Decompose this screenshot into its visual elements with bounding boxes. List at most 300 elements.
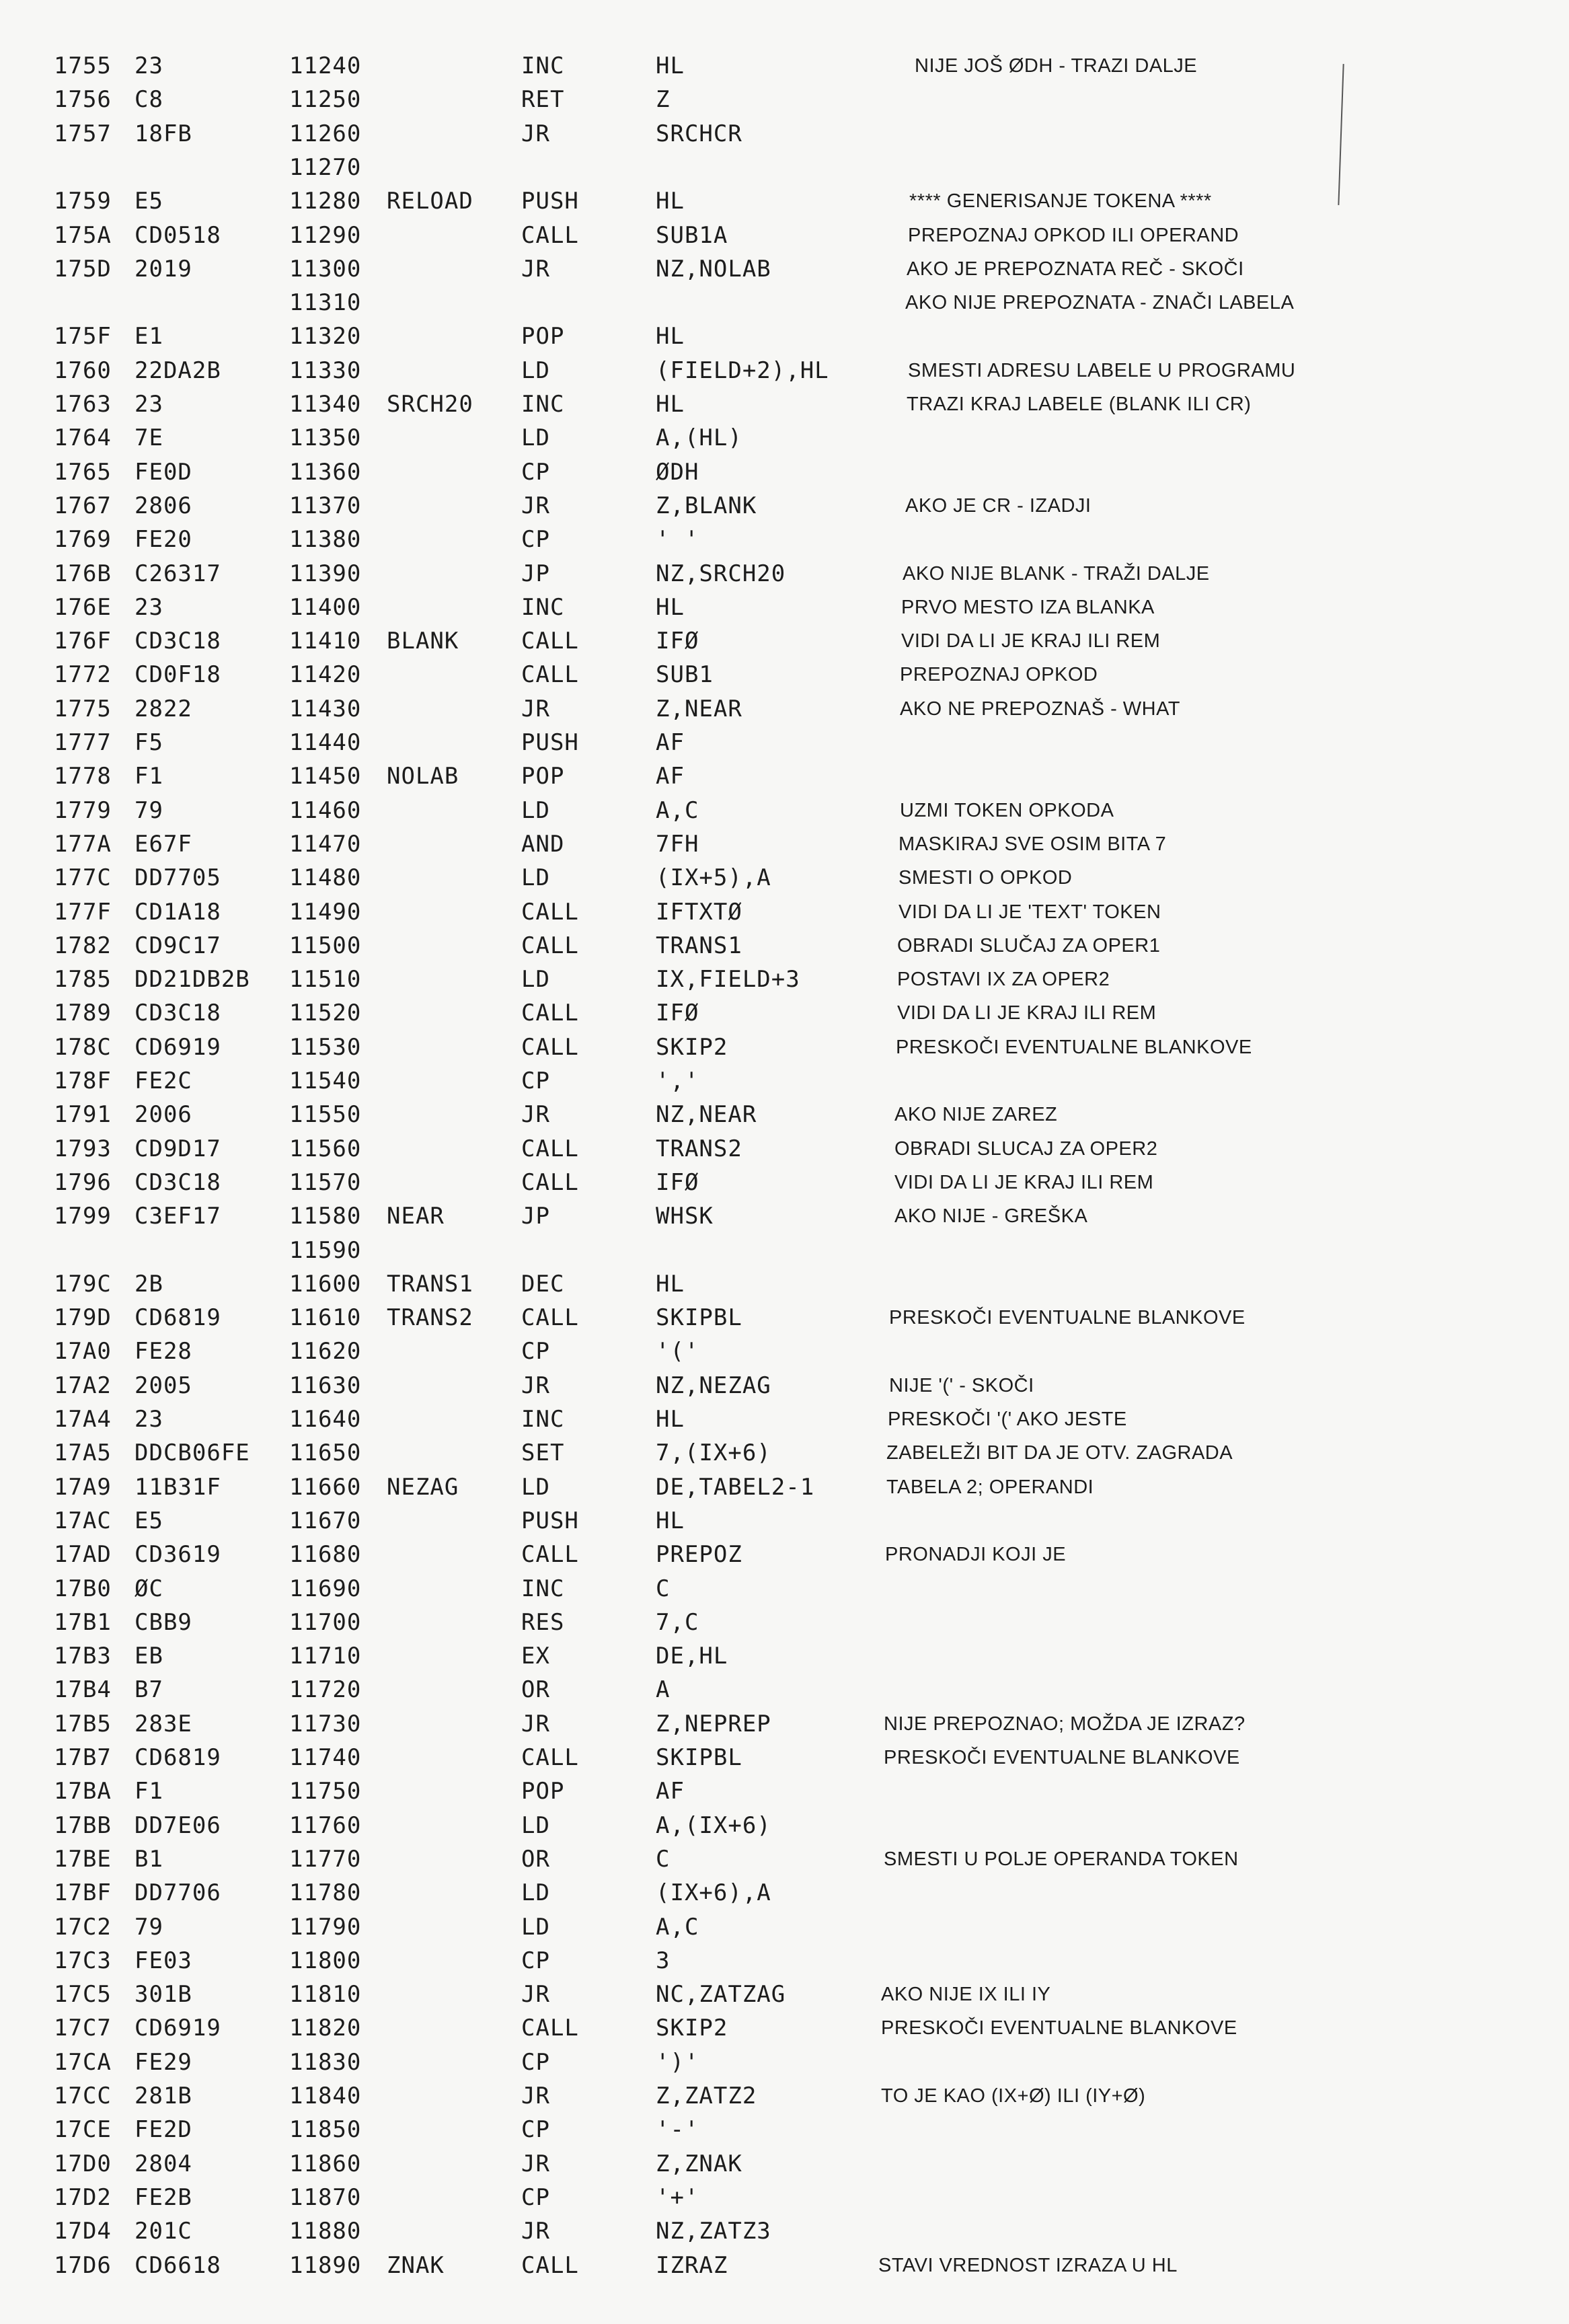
line-label: NEZAG	[387, 1473, 459, 1501]
line-arg: ØDH	[656, 458, 699, 486]
line-op: CALL	[521, 932, 579, 959]
line-op: CP	[521, 1947, 550, 1974]
line-addr: 17CA	[54, 2048, 112, 2076]
line-code: C3EF17	[135, 1203, 221, 1230]
line-addr: 178C	[54, 1033, 112, 1061]
line-code: 7E	[135, 424, 163, 452]
listing-line	[0, 1910, 1569, 1944]
line-op: JP	[521, 1203, 550, 1230]
line-label: NEAR	[387, 1203, 445, 1230]
line-line: 11690	[289, 1575, 362, 1602]
line-addr: 175F	[54, 323, 112, 350]
line-line: 11660	[289, 1473, 362, 1501]
line-cmt: PRESKOČI EVENTUALNE BLANKOVE	[884, 1747, 1240, 1768]
line-op: INC	[521, 1406, 565, 1433]
line-op: CALL	[521, 1033, 579, 1061]
line-op: CP	[521, 1338, 550, 1365]
line-addr: 1793	[54, 1135, 112, 1162]
line-arg: 7,(IX+6)	[656, 1439, 771, 1467]
line-addr: 1757	[54, 120, 112, 147]
listing-line	[0, 2113, 1569, 2146]
line-arg: 7,C	[656, 1608, 699, 1636]
line-line: 11790	[289, 1913, 362, 1941]
listing-line	[0, 658, 1569, 691]
line-code: FE28	[135, 1338, 192, 1365]
line-code: FE03	[135, 1947, 192, 1974]
line-op: CALL	[521, 1000, 579, 1027]
line-code: CBB9	[135, 1608, 192, 1636]
line-arg: NZ,NEZAG	[656, 1372, 771, 1399]
line-arg: SKIPBL	[656, 1744, 742, 1771]
listing-line	[0, 557, 1569, 591]
listing-line	[0, 1234, 1569, 1267]
line-op: EX	[521, 1643, 550, 1670]
line-arg: HL	[656, 1406, 685, 1433]
line-addr: 1775	[54, 695, 112, 722]
line-code: CD3C18	[135, 628, 221, 655]
line-code: 2005	[135, 1372, 192, 1399]
line-addr: 1769	[54, 526, 112, 554]
line-arg: HL	[656, 323, 685, 350]
line-code: FE0D	[135, 458, 192, 486]
line-addr: 177C	[54, 864, 112, 892]
line-line: 11650	[289, 1439, 362, 1467]
line-addr: 1778	[54, 763, 112, 790]
line-cmt: SMESTI O OPKOD	[898, 867, 1073, 889]
line-line: 11570	[289, 1168, 362, 1196]
line-cmt: TABELA 2; OPERANDI	[886, 1476, 1094, 1498]
listing-line	[0, 1809, 1569, 1842]
line-code: CD9C17	[135, 932, 221, 959]
line-line: 11590	[289, 1236, 362, 1264]
listing-line	[0, 996, 1569, 1030]
line-line: 11680	[289, 1541, 362, 1569]
line-cmt: ZABELEŽI BIT DA JE OTV. ZAGRADA	[886, 1442, 1233, 1464]
line-arg: NZ,SRCH20	[656, 560, 786, 587]
line-code: 201C	[135, 2218, 192, 2245]
listing-line	[0, 83, 1569, 116]
line-arg: HL	[656, 593, 685, 621]
line-line: 11610	[289, 1304, 362, 1332]
line-op: JR	[521, 1101, 550, 1129]
listing-line	[0, 455, 1569, 489]
listing-line	[0, 2147, 1569, 2181]
line-arg: Z,BLANK	[656, 492, 757, 519]
line-arg: SKIP2	[656, 2015, 728, 2042]
line-op: LD	[521, 1913, 550, 1941]
line-arg: IFØ	[656, 1000, 699, 1027]
line-line: 11880	[289, 2218, 362, 2245]
line-line: 11310	[289, 289, 362, 317]
line-arg: '-'	[656, 2116, 699, 2144]
line-code: DD7E06	[135, 1811, 221, 1839]
line-code: 23	[135, 593, 163, 621]
line-arg: NC,ZATZAG	[656, 1981, 786, 2009]
line-op: JR	[521, 492, 550, 519]
line-addr: 175D	[54, 255, 112, 283]
listing-line	[0, 2181, 1569, 2214]
line-arg: ')'	[656, 2048, 699, 2076]
line-addr: 17AD	[54, 1541, 112, 1569]
line-code: E5	[135, 188, 163, 215]
line-line: 11780	[289, 1879, 362, 1907]
line-arg: Z	[656, 86, 671, 114]
line-cmt: PRESKOČI '(' AKO JESTE	[888, 1409, 1127, 1430]
line-cmt: STAVI VREDNOST IZRAZA U HL	[878, 2254, 1178, 2276]
line-arg: PREPOZ	[656, 1541, 742, 1569]
line-code: 2822	[135, 695, 192, 722]
line-line: 11850	[289, 2116, 362, 2144]
line-cmt: UZMI TOKEN OPKODA	[900, 799, 1114, 821]
line-op: CALL	[521, 221, 579, 249]
line-line: 11240	[289, 52, 362, 79]
line-arg: SUB1	[656, 661, 714, 689]
line-addr: 1756	[54, 86, 112, 114]
line-arg: A,C	[656, 796, 699, 824]
line-op: RES	[521, 1608, 565, 1636]
line-arg: DE,TABEL2-1	[656, 1473, 815, 1501]
line-addr: 1796	[54, 1168, 112, 1196]
line-code: CD6919	[135, 2015, 221, 2042]
listing-line	[0, 219, 1569, 252]
line-line: 11870	[289, 2183, 362, 2211]
line-line: 11330	[289, 357, 362, 384]
line-addr: 17C3	[54, 1947, 112, 1974]
line-addr: 1791	[54, 1101, 112, 1129]
line-cmt: VIDI DA LI JE KRAJ ILI REM	[897, 1002, 1157, 1024]
listing-line	[0, 624, 1569, 658]
line-cmt: AKO NIJE - GREŠKA	[894, 1205, 1088, 1228]
listing-line	[0, 49, 1569, 83]
line-line: 11620	[289, 1338, 362, 1365]
line-line: 11580	[289, 1203, 362, 1230]
line-addr: 17BA	[54, 1778, 112, 1805]
line-code: 2006	[135, 1101, 192, 1129]
line-code: E5	[135, 1507, 163, 1534]
listing-line	[0, 2046, 1569, 2079]
line-line: 11410	[289, 628, 362, 655]
listing-line	[0, 1504, 1569, 1538]
line-code: EB	[135, 1643, 163, 1670]
line-cmt: SMESTI U POLJE OPERANDA TOKEN	[884, 1848, 1239, 1870]
line-cmt: TRAZI KRAJ LABELE (BLANK ILI CR)	[907, 393, 1252, 415]
listing-line	[0, 1639, 1569, 1673]
line-label: BLANK	[387, 628, 459, 655]
listing-line	[0, 827, 1569, 861]
line-arg: HL	[656, 52, 685, 79]
line-op: CALL	[521, 1744, 579, 1771]
listing-line	[0, 184, 1569, 218]
line-op: JR	[521, 1981, 550, 2009]
line-cmt: OBRADI SLUCAJ ZA OPER2	[894, 1137, 1158, 1160]
line-op: JR	[521, 120, 550, 147]
line-addr: 17B5	[54, 1710, 112, 1737]
line-cmt: VIDI DA LI JE KRAJ ILI REM	[901, 630, 1161, 652]
line-arg: IZRAZ	[656, 2251, 728, 2279]
line-arg: TRANS1	[656, 932, 742, 959]
line-line: 11830	[289, 2048, 362, 2076]
line-code: E67F	[135, 830, 192, 858]
line-code: 18FB	[135, 120, 192, 147]
line-arg: '('	[656, 1338, 699, 1365]
line-line: 11390	[289, 560, 362, 587]
line-code: B7	[135, 1676, 163, 1704]
line-line: 11360	[289, 458, 362, 486]
line-line: 11440	[289, 729, 362, 756]
line-code: 23	[135, 391, 163, 418]
line-arg: AF	[656, 763, 685, 790]
listing-line	[0, 523, 1569, 556]
line-line: 11700	[289, 1608, 362, 1636]
line-cmt: AKO NE PREPOZNAŠ - WHAT	[900, 698, 1181, 720]
line-op: LD	[521, 1473, 550, 1501]
line-op: RET	[521, 86, 565, 114]
line-arg: ','	[656, 1067, 699, 1094]
line-arg: WHSK	[656, 1203, 714, 1230]
line-code: CD6618	[135, 2251, 221, 2279]
listing-line	[0, 1402, 1569, 1436]
line-addr: 17CE	[54, 2116, 112, 2144]
line-cmt: AKO NIJE IX ILI IY	[881, 1984, 1051, 2006]
line-code: C26317	[135, 560, 221, 587]
line-line: 11450	[289, 763, 362, 790]
line-label: RELOAD	[387, 188, 473, 215]
listing-line	[0, 252, 1569, 286]
line-op: LD	[521, 1811, 550, 1839]
line-code: 2806	[135, 492, 192, 519]
line-addr: 1755	[54, 52, 112, 79]
line-op: OR	[521, 1676, 550, 1704]
line-arg: Z,NEAR	[656, 695, 742, 722]
line-arg: NZ,NEAR	[656, 1101, 757, 1129]
line-addr: 1767	[54, 492, 112, 519]
line-arg: SKIP2	[656, 1033, 728, 1061]
line-addr: 17D6	[54, 2251, 112, 2279]
line-label: TRANS2	[387, 1304, 473, 1332]
line-cmt: PRVO MESTO IZA BLANKA	[901, 596, 1155, 618]
line-line: 11550	[289, 1101, 362, 1129]
listing-line	[0, 929, 1569, 963]
line-arg: SUB1A	[656, 221, 728, 249]
line-line: 11260	[289, 120, 362, 147]
line-addr: 1759	[54, 188, 112, 215]
line-label: NOLAB	[387, 763, 459, 790]
listing-line	[0, 895, 1569, 929]
listing-line	[0, 1199, 1569, 1233]
line-code: CD3C18	[135, 1000, 221, 1027]
listing-line	[0, 320, 1569, 353]
line-op: LD	[521, 357, 550, 384]
line-line: 11470	[289, 830, 362, 858]
listing-line	[0, 1741, 1569, 1774]
line-line: 11350	[289, 424, 362, 452]
line-op: CP	[521, 2116, 550, 2144]
line-cmt: PRONADJI KOJI JE	[885, 1544, 1067, 1566]
line-cmt: AKO NIJE PREPOZNATA - ZNAČI LABELA	[905, 292, 1295, 314]
line-code: CD6919	[135, 1033, 221, 1061]
line-op: PUSH	[521, 1507, 579, 1534]
line-code: ØC	[135, 1575, 163, 1602]
line-code: FE2C	[135, 1067, 192, 1094]
line-code: CD0518	[135, 221, 221, 249]
listing-line	[0, 1538, 1569, 1571]
line-addr: 17B7	[54, 1744, 112, 1771]
listing-line	[0, 726, 1569, 759]
line-arg: 3	[656, 1947, 671, 1974]
line-addr: 1772	[54, 661, 112, 689]
line-line: 11800	[289, 1947, 362, 1974]
line-op: CP	[521, 526, 550, 554]
line-cmt: AKO NIJE ZAREZ	[894, 1104, 1058, 1126]
listing-line	[0, 1369, 1569, 1402]
line-arg: HL	[656, 1507, 685, 1534]
line-code: FE2B	[135, 2183, 192, 2211]
line-line: 11430	[289, 695, 362, 722]
listing-line	[0, 1673, 1569, 1707]
line-line: 11640	[289, 1406, 362, 1433]
line-addr: 176F	[54, 628, 112, 655]
line-code: DD7706	[135, 1879, 221, 1907]
line-op: INC	[521, 391, 565, 418]
line-line: 11500	[289, 932, 362, 959]
line-code: 2B	[135, 1270, 163, 1298]
line-cmt: PRESKOČI EVENTUALNE BLANKOVE	[881, 2017, 1237, 2039]
line-op: CALL	[521, 898, 579, 926]
line-addr: 1760	[54, 357, 112, 384]
line-cmt: TO JE KAO (IX+Ø) ILI (IY+Ø)	[881, 2085, 1146, 2107]
line-op: CALL	[521, 1168, 579, 1196]
listing-line	[0, 354, 1569, 387]
line-cmt: VIDI DA LI JE 'TEXT' TOKEN	[898, 901, 1161, 923]
line-line: 11540	[289, 1067, 362, 1094]
line-line: 11340	[289, 391, 362, 418]
line-op: CALL	[521, 1304, 579, 1332]
line-addr: 17C7	[54, 2015, 112, 2042]
line-arg: HL	[656, 188, 685, 215]
line-op: PUSH	[521, 729, 579, 756]
line-line: 11720	[289, 1676, 362, 1704]
line-label: TRANS1	[387, 1270, 473, 1298]
line-arg: HL	[656, 1270, 685, 1298]
line-line: 11290	[289, 221, 362, 249]
line-line: 11400	[289, 593, 362, 621]
line-line: 11560	[289, 1135, 362, 1162]
line-addr: 1782	[54, 932, 112, 959]
line-op: PUSH	[521, 188, 579, 215]
listing-line	[0, 1470, 1569, 1504]
line-cmt: SMESTI ADRESU LABELE U PROGRAMU	[908, 359, 1296, 381]
line-addr: 17D0	[54, 2150, 112, 2177]
line-cmt: AKO NIJE BLANK - TRAŽI DALJE	[903, 562, 1210, 585]
line-addr: 176B	[54, 560, 112, 587]
line-op: LD	[521, 966, 550, 994]
line-code: CD6819	[135, 1744, 221, 1771]
line-code: FE2D	[135, 2116, 192, 2144]
line-code: CD6819	[135, 1304, 221, 1332]
listing-line	[0, 1978, 1569, 2011]
line-code: B1	[135, 1845, 163, 1873]
line-arg: IX,FIELD+3	[656, 966, 800, 994]
listing-line	[0, 861, 1569, 895]
line-addr: 17CC	[54, 2083, 112, 2109]
line-op: DEC	[521, 1270, 565, 1298]
line-code: DD7705	[135, 864, 221, 892]
line-op: JR	[521, 695, 550, 722]
line-addr: 17B4	[54, 1676, 112, 1704]
line-op: CALL	[521, 2015, 579, 2042]
line-addr: 17A4	[54, 1406, 112, 1433]
line-addr: 17BF	[54, 1879, 112, 1907]
line-op: POP	[521, 763, 565, 790]
listing-line	[0, 286, 1569, 320]
listing-line	[0, 794, 1569, 827]
line-arg: A,C	[656, 1913, 699, 1941]
line-line: 11480	[289, 864, 362, 892]
line-addr: 178F	[54, 1067, 112, 1094]
line-cmt: PREPOZNAJ OPKOD	[900, 664, 1098, 686]
line-arg: 7FH	[656, 830, 699, 858]
line-line: 11840	[289, 2083, 362, 2109]
line-line: 11300	[289, 255, 362, 283]
line-arg: IFTXTØ	[656, 898, 742, 926]
line-op: CP	[521, 458, 550, 486]
line-addr: 177A	[54, 830, 112, 858]
line-addr: 17D4	[54, 2218, 112, 2245]
line-op: INC	[521, 52, 565, 79]
line-arg: AF	[656, 1778, 685, 1805]
line-code: 2019	[135, 255, 192, 283]
line-cmt: PREPOZNAJ OPKOD ILI OPERAND	[908, 224, 1239, 246]
line-arg: IFØ	[656, 628, 699, 655]
listing-line	[0, 117, 1569, 151]
line-op: CALL	[521, 628, 579, 655]
line-line: 11810	[289, 1981, 362, 2009]
line-addr: 17A9	[54, 1473, 112, 1501]
listing-line	[0, 1098, 1569, 1131]
line-op: CP	[521, 2048, 550, 2076]
line-line: 11320	[289, 323, 362, 350]
line-op: LD	[521, 1879, 550, 1907]
listing-line	[0, 1166, 1569, 1199]
line-line: 11670	[289, 1507, 362, 1534]
line-addr: 17B0	[54, 1575, 112, 1602]
line-op: INC	[521, 1575, 565, 1602]
line-code: 23	[135, 52, 163, 79]
line-arg: C	[656, 1845, 671, 1873]
line-code: 11B31F	[135, 1473, 221, 1501]
line-addr: 1777	[54, 729, 112, 756]
line-cmt: POSTAVI IX ZA OPER2	[897, 969, 1110, 991]
line-cmt: OBRADI SLUČAJ ZA OPER1	[897, 934, 1161, 957]
line-addr: 1764	[54, 424, 112, 452]
line-op: JR	[521, 1710, 550, 1737]
line-label: SRCH20	[387, 391, 473, 418]
line-line: 11630	[289, 1372, 362, 1399]
line-addr: 179C	[54, 1270, 112, 1298]
line-op: CP	[521, 1067, 550, 1094]
line-line: 11890	[289, 2251, 362, 2279]
line-op: INC	[521, 593, 565, 621]
line-addr: 17C2	[54, 1913, 112, 1941]
line-code: DDCB06FE	[135, 1439, 250, 1467]
line-op: LD	[521, 864, 550, 892]
listing-line	[0, 387, 1569, 421]
line-cmt: PRESKOČI EVENTUALNE BLANKOVE	[896, 1036, 1252, 1058]
line-addr: 1799	[54, 1203, 112, 1230]
line-code: FE29	[135, 2048, 192, 2076]
listing-line	[0, 421, 1569, 455]
line-code: 79	[135, 796, 163, 824]
